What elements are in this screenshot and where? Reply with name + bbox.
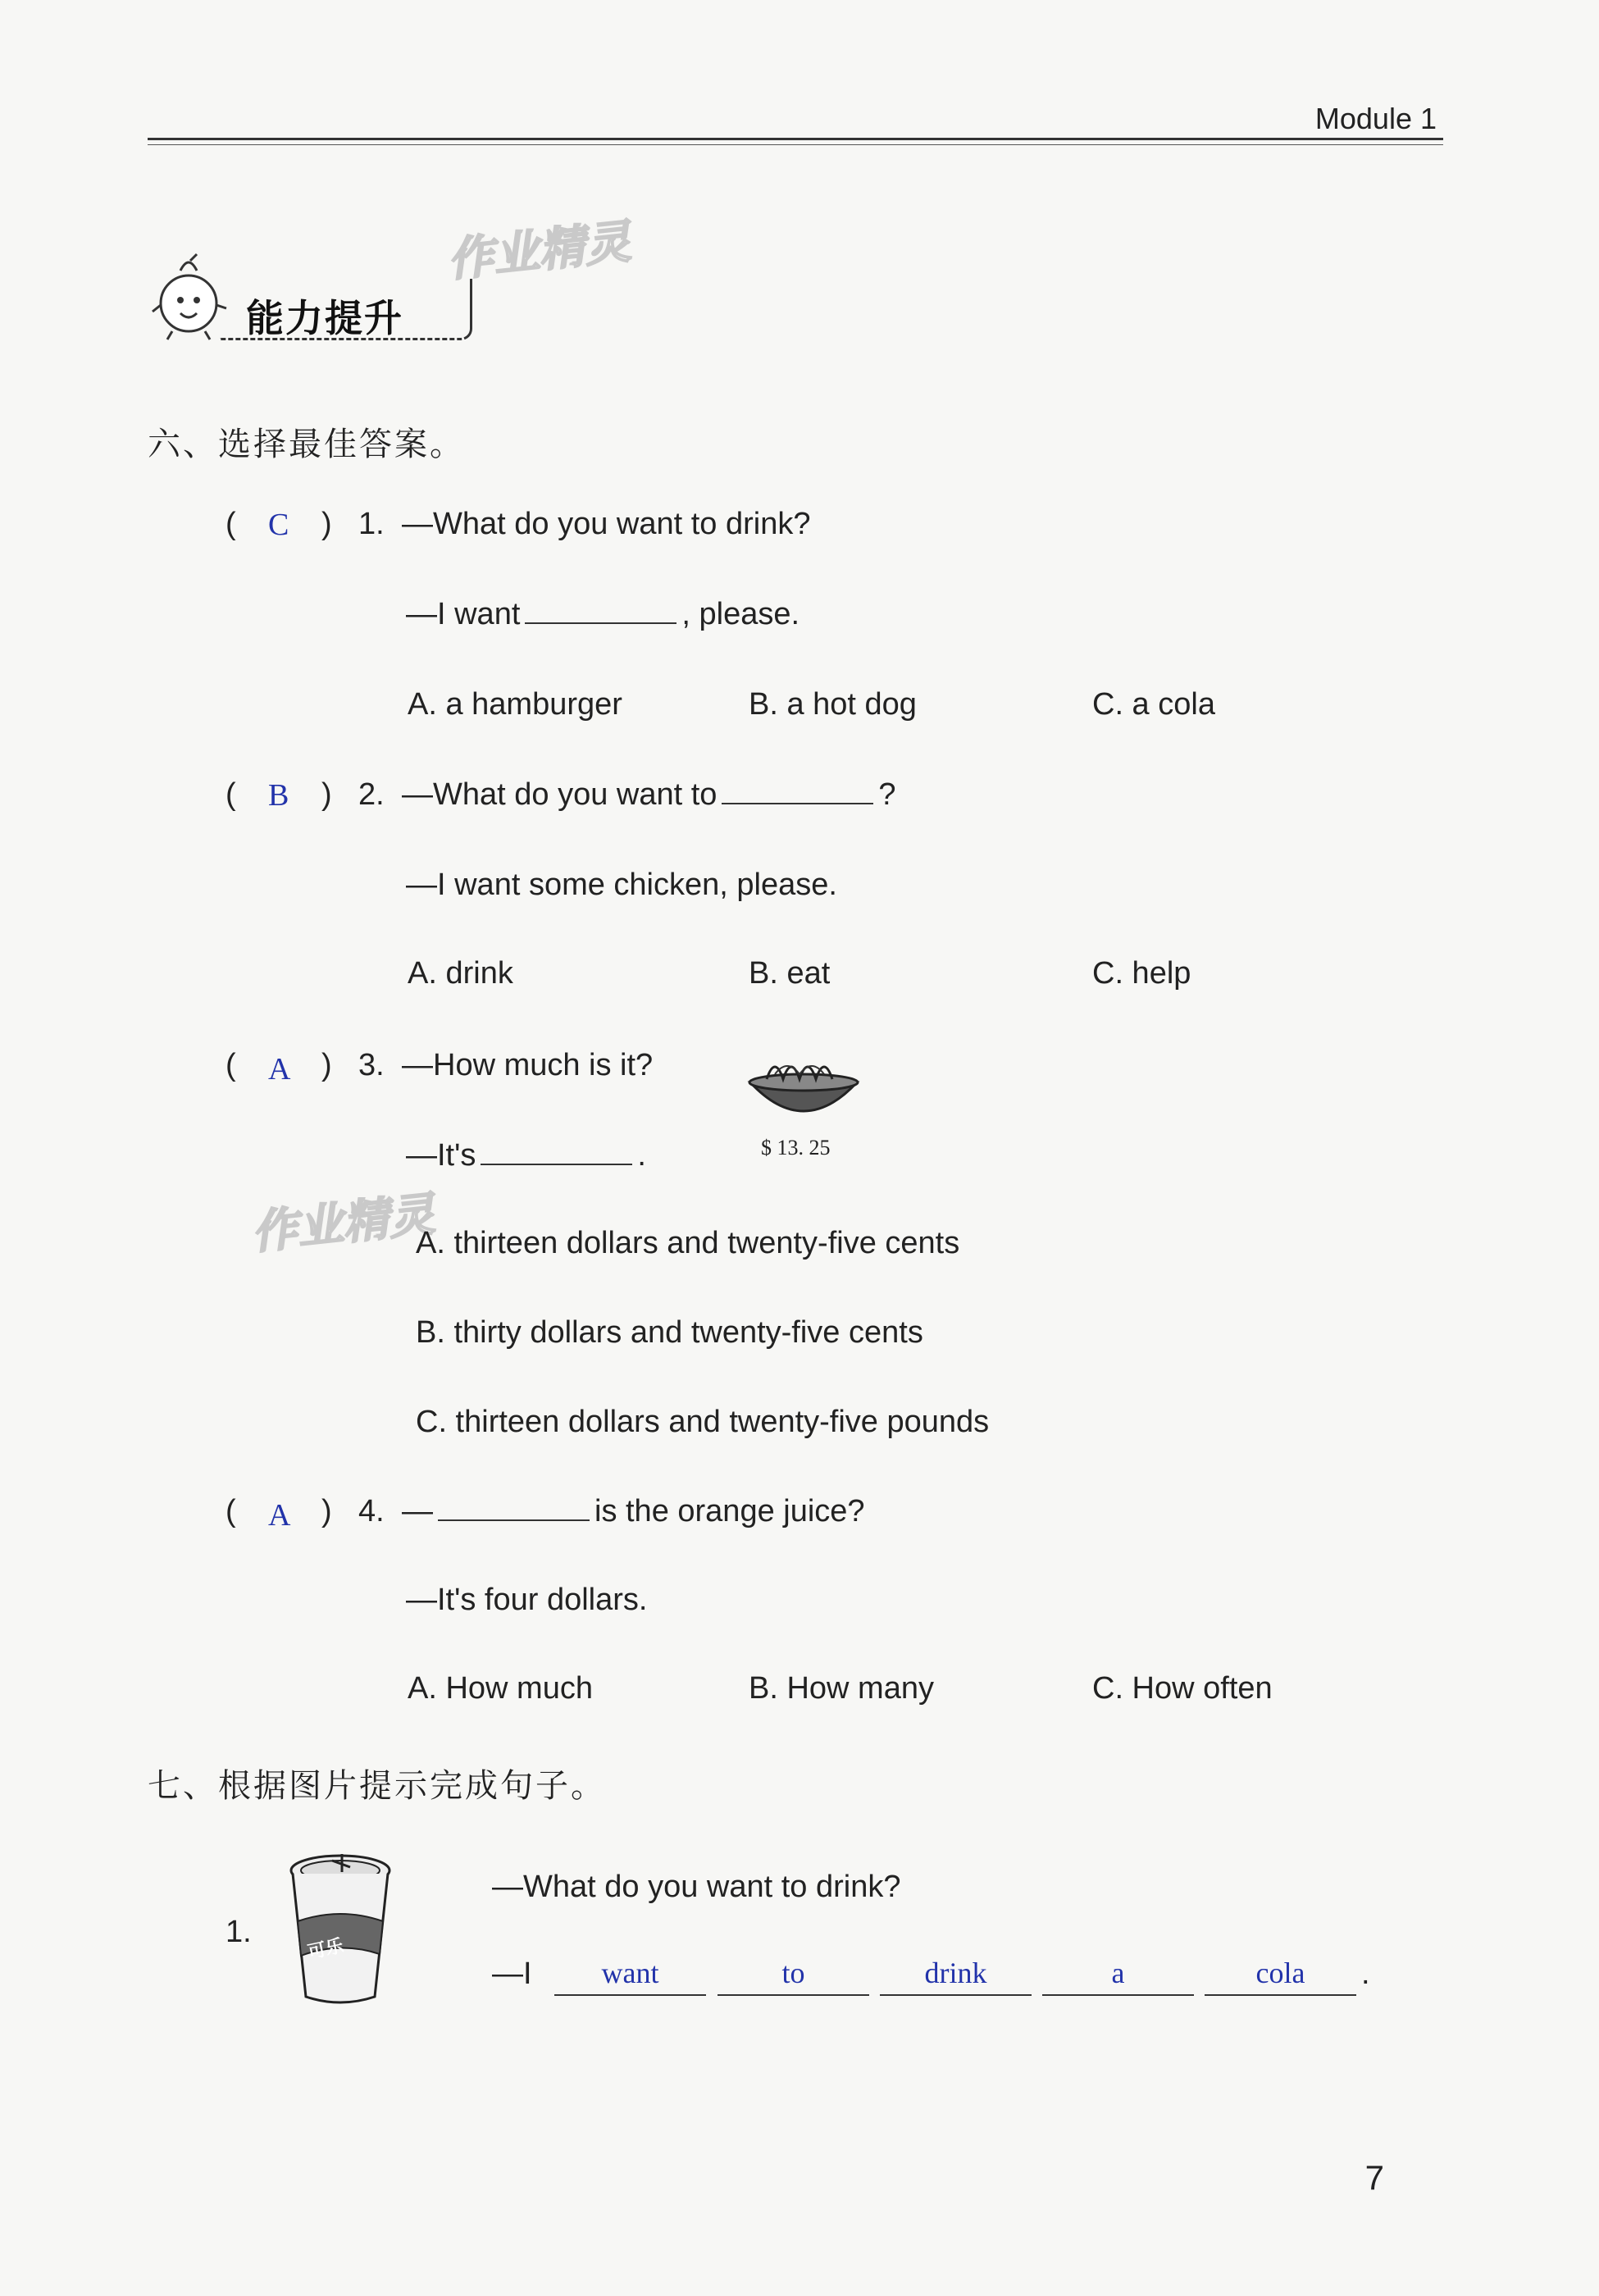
q2-option-a: A. drink (408, 956, 513, 991)
q1-answer: C (268, 508, 289, 542)
module-label: Module 1 (1314, 102, 1437, 135)
s7-question: —What do you want to drink? (492, 1870, 901, 1904)
paren-open: ( (226, 777, 236, 812)
q4-question: — is the orange juice? (402, 1494, 865, 1528)
q1-question: —What do you want to drink? (402, 507, 811, 541)
page-number: 7 (1364, 2158, 1384, 2197)
q4-option-b: B. How many (749, 1671, 934, 1706)
s7-item-number: 1. (226, 1915, 252, 1949)
section6-heading: 六、选择最佳答案。 (148, 426, 465, 463)
q3-option-b: B. thirty dollars and twenty-five cents (416, 1315, 923, 1350)
q1-number: 1. (358, 507, 385, 541)
s7-fill-4: a (1042, 1952, 1194, 1996)
paren-open: ( (226, 1048, 236, 1082)
q1-option-c: C. a cola (1092, 687, 1215, 722)
cola-cup-icon (283, 1849, 398, 2009)
q2-option-c: C. help (1092, 956, 1191, 991)
q1-option-b: B. a hot dog (749, 687, 917, 722)
q3-blank (481, 1139, 632, 1165)
s7-fill-2: to (718, 1952, 869, 1996)
q3-question: —How much is it? (402, 1048, 654, 1082)
q4-reply: —It's four dollars. (406, 1583, 648, 1617)
q3-reply: —It's . (406, 1138, 646, 1173)
paren-open: ( (226, 1494, 236, 1528)
cup-label: 可乐 (306, 1934, 346, 1963)
header-rule (148, 138, 1443, 140)
watermark: 作业精灵 (444, 215, 634, 286)
q3-option-a: A. thirteen dollars and twenty-five cents (416, 1226, 960, 1260)
q3-number: 3. (358, 1048, 385, 1082)
q2-reply: —I want some chicken, please. (406, 868, 837, 902)
header-rule-thin (148, 144, 1443, 145)
s7-fill-3: drink (880, 1952, 1032, 1996)
q1-reply: —I want , please. (406, 597, 800, 631)
q4-option-c: C. How often (1092, 1671, 1273, 1706)
s7-reply-start: —I (492, 1957, 532, 1991)
q4-blank (438, 1495, 590, 1521)
q3-price: $ 13. 25 (761, 1136, 831, 1159)
q2-question: —What do you want to ? (402, 777, 896, 812)
q3-answer: A (268, 1052, 291, 1086)
s7-reply-end: . (1361, 1957, 1370, 1991)
paren-close: ) (321, 1048, 332, 1082)
q1-option-a: A. a hamburger (408, 687, 622, 722)
s7-fill-5: cola (1205, 1952, 1356, 1996)
s7-fill-1: want (554, 1952, 706, 1996)
noodle-bowl-icon (742, 1050, 865, 1132)
q1-blank (525, 598, 676, 624)
q2-number: 2. (358, 777, 385, 812)
q2-answer: B (268, 778, 289, 813)
paren-open: ( (226, 507, 236, 541)
q3-option-c: C. thirteen dollars and twenty-five pounds (416, 1405, 990, 1439)
q4-answer: A (268, 1498, 291, 1533)
q4-number: 4. (358, 1494, 385, 1528)
banner-title: 能力提升 (246, 297, 403, 339)
section7-heading: 七、根据图片提示完成句子。 (148, 1767, 606, 1805)
paren-close: ) (321, 507, 332, 541)
q2-blank (722, 778, 873, 804)
q4-option-a: A. How much (408, 1671, 593, 1706)
watermark: 作业精灵 (248, 1187, 438, 1259)
paren-close: ) (321, 1494, 332, 1528)
paren-close: ) (321, 777, 332, 812)
q2-option-b: B. eat (749, 956, 831, 991)
